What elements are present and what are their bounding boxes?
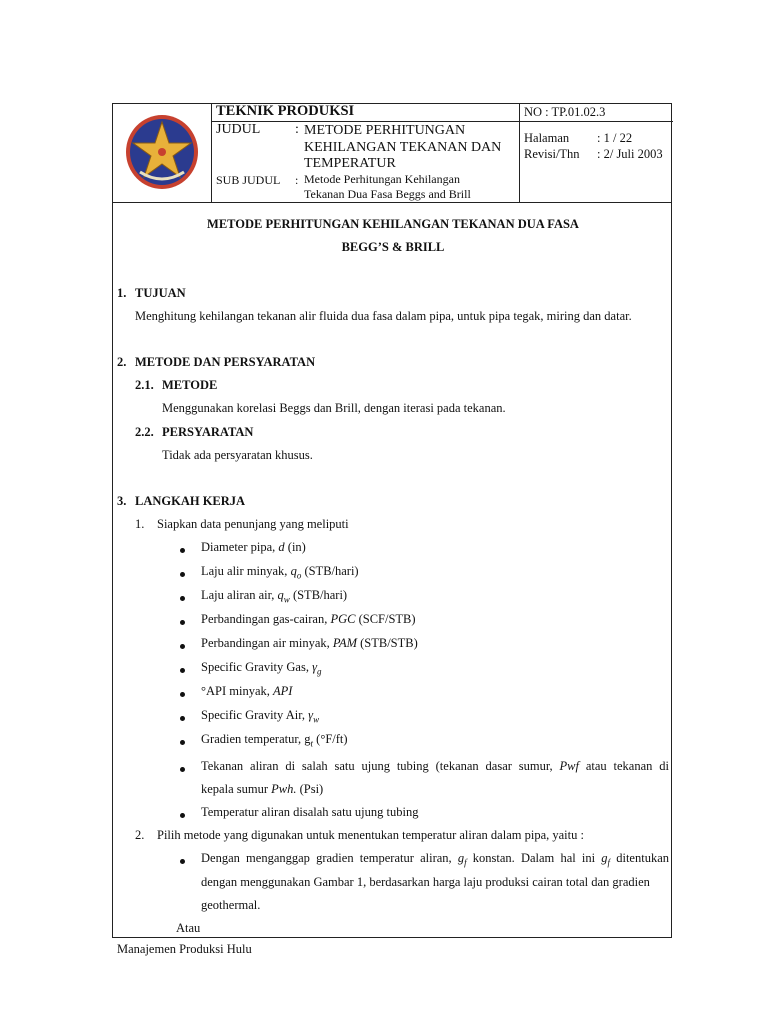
- title-cell: [211, 104, 520, 202]
- doc-number: NO : TP.01.02.3: [524, 105, 606, 119]
- bullet-dot: [180, 767, 185, 772]
- section-2-1-number: 2.1.: [135, 378, 154, 392]
- meta-cell: [519, 104, 673, 202]
- subjudul-separator: :: [295, 173, 299, 187]
- bullet-text: Gradien temperatur, g: [201, 732, 311, 746]
- step-2-number: 2.: [135, 828, 145, 842]
- bullet-dot: [180, 668, 185, 673]
- bullet-text: Specific Gravity Air,: [201, 708, 309, 722]
- bullet-text: Perbandingan gas-cairan,: [201, 612, 331, 626]
- bullet-12-line-3: geothermal.: [201, 898, 261, 912]
- section-1-title: TUJUAN: [135, 286, 186, 300]
- bullet-unit: (°F/ft): [313, 732, 348, 746]
- bullet-12-g: g: [457, 851, 465, 865]
- bullet-10-line-1: [201, 759, 669, 774]
- bullet-unit: (STB/STB): [357, 636, 418, 650]
- bullet-11-text: Temperatur aliran disalah satu ujung tubing: [201, 805, 419, 819]
- bullet-item-8: [201, 708, 319, 725]
- bullet-symbol: γ: [308, 708, 314, 722]
- subjudul-line-1: Metode Perhitungan Kehilangan: [304, 172, 460, 186]
- bullet-unit: (in): [284, 540, 306, 554]
- judul-line-1: METODE PERHITUNGAN: [304, 123, 466, 138]
- bullet-dot: [180, 859, 185, 864]
- step-1-text: Siapkan data penunjang yang meliputi: [157, 517, 349, 531]
- bullet-subscript: o: [296, 570, 302, 581]
- step-2-text: Pilih metode yang digunakan untuk menentukan temperatur aliran dalam pipa, yaitu :: [157, 828, 584, 842]
- section-2-2-number: 2.2.: [135, 425, 154, 439]
- page-footer: Manajemen Produksi Hulu: [117, 942, 252, 956]
- bullet-12-sub2: f: [607, 857, 611, 868]
- bullet-unit: (STB/hari): [289, 588, 348, 602]
- bullet-dot: [180, 572, 185, 577]
- bullet-12-text-a: Dengan menganggap gradien temperatur aliran,: [201, 851, 458, 865]
- bullet-dot: [180, 716, 185, 721]
- doc-title-line-1: METODE PERHITUNGAN KEHILANGAN TEKANAN DUA FASA: [207, 217, 579, 231]
- bullet-text: Laju aliran air,: [201, 588, 278, 602]
- bullet-symbol: PAM: [332, 636, 357, 650]
- bullet-symbol: API: [273, 684, 293, 698]
- judul-line-3: TEMPERATUR: [304, 156, 396, 171]
- bullet-10-text-b: atau tekanan di: [578, 759, 669, 773]
- judul-separator: :: [295, 122, 299, 137]
- halaman-label: Halaman: [524, 131, 570, 145]
- section-2-2-text: Tidak ada persyaratan khusus.: [162, 448, 313, 462]
- bullet-12-text-c: ditentukan: [610, 851, 669, 865]
- bullet-dot: [180, 548, 185, 553]
- section-2-1-title: METODE: [162, 378, 218, 392]
- bullet-dot: [180, 620, 185, 625]
- bullet-item-3: [201, 588, 347, 605]
- bullet-subscript: w: [313, 714, 320, 725]
- document-frame: [112, 103, 672, 938]
- bullet-unit: (STB/hari): [301, 564, 359, 578]
- bullet-text: Perbandingan air minyak,: [201, 636, 333, 650]
- bullet-12-line-1: [201, 851, 669, 868]
- revisi-value: : 2/ Juli 2003: [597, 147, 663, 161]
- section-2-title: METODE DAN PERSYARATAN: [135, 355, 316, 369]
- bullet-item-7: [201, 684, 292, 699]
- section-1-number: 1.: [117, 286, 127, 300]
- bullet-10-pwf: Pwf: [559, 759, 579, 773]
- atau-text: Atau: [176, 921, 201, 935]
- bullet-symbol: γ: [312, 660, 318, 674]
- subjudul-line-2: Tekanan Dua Fasa Beggs and Brill: [304, 187, 471, 201]
- doc-title-line-2: BEGG’S & BRILL: [341, 240, 445, 254]
- bullet-item-9: [201, 732, 348, 749]
- header-title: TEKNIK PRODUKSI: [216, 103, 355, 119]
- bullet-dot: [180, 740, 185, 745]
- bullet-text: Diameter pipa,: [201, 540, 279, 554]
- bullet-dot: [180, 813, 185, 818]
- section-3-title: LANGKAH KERJA: [135, 494, 246, 508]
- bullet-item-2: [201, 564, 359, 581]
- section-3-number: 3.: [117, 494, 127, 508]
- document-header: [113, 104, 671, 203]
- revisi-label: Revisi/Thn: [524, 147, 580, 161]
- halaman-value: : 1 / 22: [597, 131, 633, 145]
- section-2-2-title: PERSYARATAN: [162, 425, 254, 439]
- bullet-10-text-d: (Psi): [296, 782, 324, 796]
- bullet-12-sub: f: [464, 857, 467, 868]
- bullet-12-g2: g: [601, 851, 608, 865]
- bullet-10-text-c: kepala sumur: [201, 782, 272, 796]
- logo-cell: [113, 104, 212, 202]
- bullet-dot: [180, 644, 185, 649]
- judul-label: JUDUL: [216, 122, 261, 137]
- bullet-12-text-b: konstan. Dalam hal ini: [466, 851, 602, 865]
- bullet-symbol: q: [290, 564, 297, 578]
- bullet-12-line-2: dengan menggunakan Gambar 1, berdasarkan harga laju produksi cairan total dan gradien: [201, 875, 650, 889]
- bullet-subscript: t: [310, 738, 314, 749]
- bullet-10-text-a: Tekanan aliran di salah satu ujung tubing (tekanan dasar sumur,: [201, 759, 560, 773]
- bullet-dot: [180, 596, 185, 601]
- bullet-10-line-2: [201, 782, 323, 797]
- bullet-unit: (SCF/STB): [355, 612, 416, 626]
- bullet-10-pwh: Pwh.: [271, 782, 297, 796]
- bullet-subscript: w: [283, 594, 290, 605]
- bullet-dot: [180, 692, 185, 697]
- bullet-symbol: d: [278, 540, 285, 554]
- subjudul-label: SUB JUDUL: [216, 173, 281, 187]
- section-2-1-text: Menggunakan korelasi Beggs dan Brill, dengan iterasi pada tekanan.: [162, 401, 506, 415]
- bullet-item-4: [201, 612, 416, 627]
- star-emblem-icon: [122, 112, 202, 192]
- bullet-symbol: q: [277, 588, 284, 602]
- step-1-number: 1.: [135, 517, 145, 531]
- section-1-text: Menghitung kehilangan tekanan alir fluida dua fasa dalam pipa, untuk pipa tegak, miring dan datar.: [135, 309, 632, 323]
- bullet-subscript: g: [317, 666, 322, 677]
- bullet-item-6: [201, 660, 322, 677]
- bullet-symbol: PGC: [330, 612, 356, 626]
- doc-number-row: [519, 104, 673, 122]
- bullet-item-5: [201, 636, 418, 651]
- section-2-number: 2.: [117, 355, 127, 369]
- bullet-text: °API minyak,: [201, 684, 274, 698]
- bullet-text: Laju alir minyak,: [201, 564, 291, 578]
- bullet-item-1: [201, 540, 306, 555]
- bullet-text: Specific Gravity Gas,: [201, 660, 313, 674]
- judul-line-2: KEHILANGAN TEKANAN DAN: [304, 140, 502, 155]
